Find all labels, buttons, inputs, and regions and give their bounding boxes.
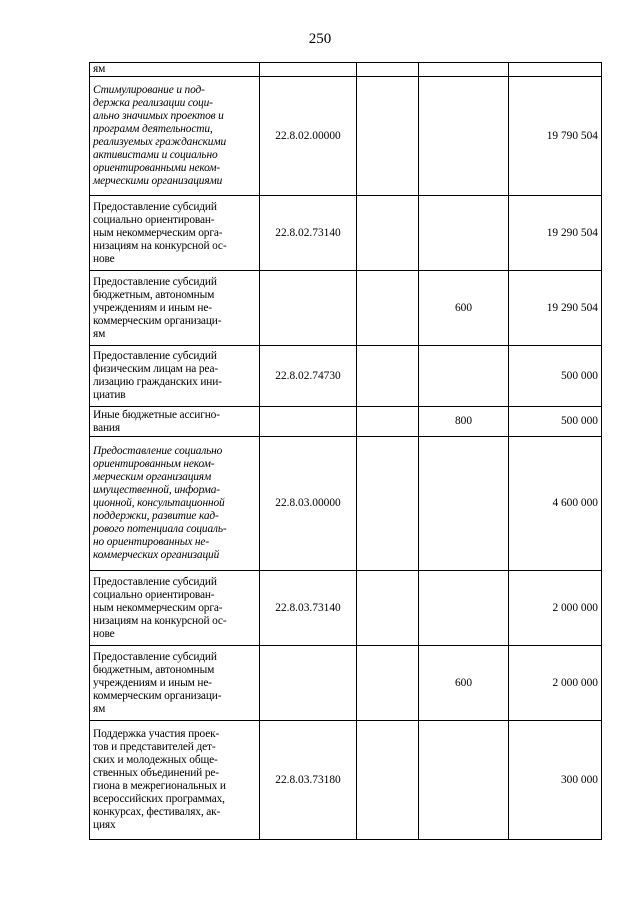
target-article-cell: 22.8.02.74730	[260, 346, 357, 407]
expense-type-cell: 800	[419, 407, 509, 437]
item-name-cell	[90, 63, 260, 77]
target-article-cell: 22.8.02.73140	[260, 196, 357, 271]
target-article-cell	[260, 407, 357, 437]
table-row	[90, 196, 602, 271]
amount-cell-1: 2 000 000	[509, 571, 602, 646]
item-name: Иные бюджетные ассигно- вания	[93, 408, 220, 434]
target-article-cell: 22.8.03.73180	[260, 721, 357, 840]
amount-cell-1: 500 000	[509, 407, 602, 437]
amount-cell-1: 19 790 504	[509, 77, 602, 196]
item-name-cell	[90, 437, 260, 571]
table-row	[90, 63, 602, 77]
item-name: ям	[93, 63, 106, 75]
subprogram-cell	[357, 271, 419, 346]
expense-type-cell	[419, 721, 509, 840]
item-name-cell	[90, 77, 260, 196]
subprogram-cell	[357, 407, 419, 437]
item-name: Предоставление субсидий социально ориентирован- ным некоммерческим орга- низациям на конкурсной ос- нове	[93, 200, 227, 265]
budget-table-body	[90, 63, 602, 840]
expense-type-cell	[419, 77, 509, 196]
item-name: Предоставление субсидий бюджетным, автономным учреждениям и иным не- коммерческим организаци- ям	[93, 275, 222, 340]
subprogram-cell	[357, 437, 419, 571]
item-name: Поддержка участия проек- тов и представителей дет- ских и молодежных обще- ственных объединений ре- гиона в межрегиональных и всероссийских программах, конкурсах, фестивалях, ак- циях	[93, 728, 226, 831]
item-name-cell	[90, 196, 260, 271]
target-article-cell	[260, 646, 357, 721]
item-name-cell	[90, 721, 260, 840]
item-name: Предоставление субсидий бюджетным, автономным учреждениям и иным не- коммерческим организаци- ям	[93, 650, 222, 715]
subprogram-cell	[357, 571, 419, 646]
item-name-cell	[90, 346, 260, 407]
table-row	[90, 346, 602, 407]
table-row	[90, 437, 602, 571]
item-name: Предоставление социально ориентированным неком- мерческим организациям имущественной, информа- ционной, консультационной поддержки, развитие кад- рового потенциала социаль- но ориентированных не- коммерческих организаций	[93, 445, 227, 561]
table-row	[90, 407, 602, 437]
item-name-cell	[90, 407, 260, 437]
subprogram-cell	[357, 646, 419, 721]
amount-cell-1	[509, 63, 602, 77]
budget-table	[89, 62, 602, 840]
table-row	[90, 271, 602, 346]
expense-type-cell	[419, 346, 509, 407]
page-number: 250	[308, 31, 332, 47]
table-row	[90, 721, 602, 840]
item-name: Стимулирование и под- держка реализации соци- ально значимых проектов и программ деятельности, реализуемых гражданскими активистами и социально ориентированными неком- мерческими организациями	[93, 84, 227, 187]
item-name: Предоставление субсидий социально ориентирован- ным некоммерческим орга- низациям на конкурсной ос- нове	[93, 575, 227, 640]
subprogram-cell	[357, 196, 419, 271]
target-article-cell	[260, 271, 357, 346]
item-name-cell	[90, 571, 260, 646]
table-row	[90, 77, 602, 196]
subprogram-cell	[357, 77, 419, 196]
expense-type-cell	[419, 571, 509, 646]
target-article-cell: 22.8.03.73140	[260, 571, 357, 646]
item-name-cell	[90, 646, 260, 721]
expense-type-cell	[419, 196, 509, 271]
amount-cell-1: 2 000 000	[509, 646, 602, 721]
expense-type-cell	[419, 437, 509, 571]
amount-cell-1: 4 600 000	[509, 437, 602, 571]
amount-cell-1: 19 290 504	[509, 271, 602, 346]
subprogram-cell	[357, 346, 419, 407]
target-article-cell: 22.8.03.00000	[260, 437, 357, 571]
item-name: Предоставление субсидий физическим лицам на реа- лизацию гражданских ини- циатив	[93, 350, 222, 401]
target-article-cell: 22.8.02.00000	[260, 77, 357, 196]
amount-cell-1: 500 000	[509, 346, 602, 407]
subprogram-cell	[357, 63, 419, 77]
expense-type-cell: 600	[419, 271, 509, 346]
table-row	[90, 646, 602, 721]
target-article-cell	[260, 63, 357, 77]
amount-cell-1: 300 000	[509, 721, 602, 840]
item-name-cell	[90, 271, 260, 346]
expense-type-cell: 600	[419, 646, 509, 721]
amount-cell-1: 19 290 504	[509, 196, 602, 271]
subprogram-cell	[357, 721, 419, 840]
table-row	[90, 571, 602, 646]
expense-type-cell	[419, 63, 509, 77]
